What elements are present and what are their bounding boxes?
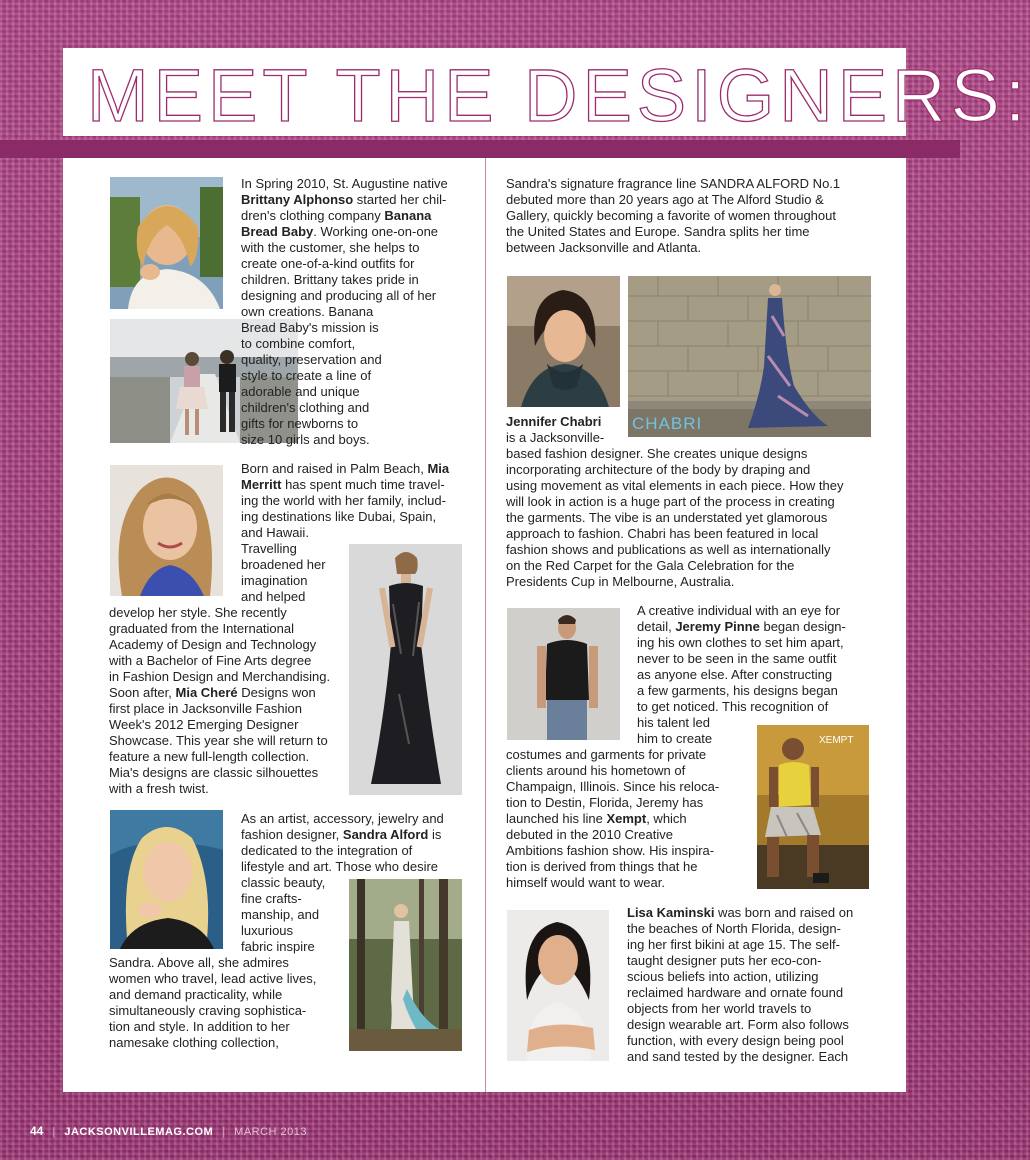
text-line: ing her first bikini at age 15. The self- — [627, 937, 840, 952]
text-line: on the Red Carpet for the Gala Celebration for the — [506, 558, 795, 573]
text-line: a few garments, his designs began — [637, 683, 838, 698]
page-title: MEET THE DESIGNERS: — [87, 54, 1030, 137]
sandra-alford-text-continued — [506, 176, 840, 256]
text-line: Showcase. This year she will return to — [109, 733, 328, 748]
mia-merritt-text-top — [241, 461, 449, 605]
column-divider — [485, 158, 486, 1092]
text-line: incorporating architecture of the body by draping and — [506, 462, 811, 477]
footer-site: JACKSONVILLEMAG.COM — [64, 1126, 214, 1138]
text-line: using movement as vital elements in each piece. How they — [506, 478, 844, 493]
text-line: as anyone else. After constructing — [637, 667, 833, 682]
text-line: adorable and unique — [241, 384, 360, 399]
photo-sandra-alford — [110, 810, 223, 949]
text-line: Soon after, Mia Cheré Designs won — [109, 685, 316, 700]
jennifer-chabri-text-bottom — [506, 446, 843, 590]
photo-chabri-wall-gown — [628, 276, 871, 437]
text-line: Ambitions fashion show. His inspira- — [506, 843, 715, 858]
text-line: launched his line Xempt, which — [506, 811, 687, 826]
text-line: Presidents Cup in Melbourne, Australia. — [506, 574, 735, 589]
text-line: in Fashion Design and Merchandising. — [109, 669, 331, 684]
text-line: design wearable art. Form also follows — [627, 1017, 849, 1032]
footer-date: MARCH 2013 — [234, 1126, 308, 1138]
text-line: function, with every design being pool — [627, 1033, 844, 1048]
text-line: In Spring 2010, St. Augustine native — [241, 176, 448, 191]
photo-jeremy-pinne — [507, 608, 620, 740]
text-line: Lisa Kaminski was born and raised on — [627, 905, 854, 920]
text-line: with a fresh twist. — [109, 781, 209, 796]
text-line: detail, Jeremy Pinne began design- — [637, 619, 846, 634]
title-box — [63, 48, 1030, 137]
text-line: As an artist, accessory, jewelry and — [241, 811, 444, 826]
photo-jennifer-chabri — [507, 276, 620, 407]
text-line: Born and raised in Palm Beach, Mia — [241, 461, 450, 476]
text-line: size 10 girls and boys. — [241, 432, 370, 447]
text-line: broadened her — [241, 557, 326, 572]
text-line: ing destinations like Dubai, Spain, — [241, 509, 437, 524]
text-line: the beaches of North Florida, design- — [627, 921, 841, 936]
text-line: the garments. The vibe is an understated yet glamorous — [506, 510, 828, 525]
text-line: Jennifer Chabri — [506, 414, 602, 429]
text-line: tion to Destin, Florida, Jeremy has — [506, 795, 704, 810]
text-line: taught designer puts her eco-con- — [627, 953, 822, 968]
text-line: Gallery, quickly becoming a favorite of women throughout — [506, 208, 836, 223]
text-line: his talent led — [637, 715, 710, 730]
footer-separator: | — [52, 1126, 56, 1138]
text-line: Brittany Alphonso started her chil- — [241, 192, 447, 207]
text-line: ing his own clothes to set him apart, — [637, 635, 844, 650]
text-line: fashion designer, Sandra Alford is — [241, 827, 442, 842]
sandra-alford-text-bottom — [109, 955, 316, 1051]
text-line: dedicated to the integration of — [241, 843, 413, 858]
photo-mia-merritt — [110, 465, 223, 596]
text-line: clients around his hometown of — [506, 763, 686, 778]
text-line: Bread Baby. Working one-on-one — [241, 224, 439, 239]
text-line: debuted in the 2010 Creative — [506, 827, 673, 842]
text-line: Merritt has spent much time travel- — [241, 477, 445, 492]
text-line: ing the world with her family, includ- — [241, 493, 446, 508]
photo-brittany-alphonso — [110, 177, 223, 309]
text-line: graduated from the International — [109, 621, 295, 636]
jeremy-pinne-text-top — [637, 603, 846, 747]
text-line: tion and style. In addition to her — [109, 1019, 290, 1034]
text-line: scious beliefs into action, utilizing — [627, 969, 819, 984]
text-line: Champaign, Illinois. Since his reloca- — [506, 779, 720, 794]
text-line: with the customer, she helps to — [241, 240, 420, 255]
text-line: costumes and garments for private — [506, 747, 707, 762]
text-line: him to create — [637, 731, 713, 746]
text-line: women who travel, lead active lives, — [109, 971, 317, 986]
page-footer — [30, 1124, 307, 1138]
text-line: feature a new full-length collection. — [109, 749, 310, 764]
jeremy-pinne-text-bottom — [506, 747, 719, 891]
text-line: own creations. Banana — [241, 304, 374, 319]
text-line: reclaimed hardware and ornate found — [627, 985, 844, 1000]
text-line: the United States and Europe. Sandra splits her time — [506, 224, 810, 239]
text-line: create one-of-a-kind outfits for — [241, 256, 415, 271]
text-line: is a Jacksonville- — [506, 430, 605, 445]
text-line: luxurious — [241, 923, 294, 938]
text-line: tion is derived from things that he — [506, 859, 698, 874]
text-line: Mia's designs are classic silhouettes — [109, 765, 319, 780]
title-band — [0, 140, 960, 158]
page-number: 44 — [30, 1124, 44, 1138]
text-line: Bread Baby's mission is — [241, 320, 379, 335]
chabri-photo-label: CHABRI — [632, 414, 703, 433]
brittany-alphonso-text — [241, 176, 448, 448]
text-line: develop her style. She recently — [109, 605, 287, 620]
text-line: designing and producing all of her — [241, 288, 437, 303]
footer-separator-2: | — [222, 1126, 226, 1138]
text-line: objects from her world travels to — [627, 1001, 812, 1016]
text-line: A creative individual with an eye for — [637, 603, 841, 618]
text-line: namesake clothing collection, — [109, 1035, 279, 1050]
text-line: manship, and — [241, 907, 320, 922]
text-line: children's clothing and — [241, 400, 370, 415]
text-line: Academy of Design and Technology — [109, 637, 317, 652]
text-line: fashion shows and publications as well as internationally — [506, 542, 831, 557]
text-line: imagination — [241, 573, 308, 588]
text-line: and sand tested by the designer. Each — [627, 1049, 849, 1064]
text-line: based fashion designer. She creates unique designs — [506, 446, 808, 461]
text-line: first place in Jacksonville Fashion — [109, 701, 302, 716]
text-line: to combine comfort, — [241, 336, 356, 351]
text-line: and demand practicality, while — [109, 987, 283, 1002]
text-line: with a Bachelor of Fine Arts degree — [109, 653, 312, 668]
svg-text:XEMPT: XEMPT — [819, 735, 854, 746]
text-line: Sandra. Above all, she admires — [109, 955, 289, 970]
lisa-kaminski-text — [627, 905, 853, 1065]
text-line: himself would want to wear. — [506, 875, 665, 890]
jennifer-chabri-text-top — [506, 414, 604, 446]
text-line: style to create a line of — [241, 368, 372, 383]
text-line: never to be seen in the same outfit — [637, 651, 837, 666]
text-line: classic beauty, — [241, 875, 326, 890]
text-line: dren's clothing company Banana — [241, 208, 432, 223]
text-line: fine crafts- — [241, 891, 302, 906]
text-line: lifestyle and art. Those who desire — [241, 859, 439, 874]
text-line: debuted more than 20 years ago at The Alford Studio & — [506, 192, 824, 207]
text-line: between Jacksonville and Atlanta. — [506, 240, 702, 255]
text-line: simultaneously craving sophistica- — [109, 1003, 307, 1018]
mia-merritt-text-bottom — [109, 605, 330, 797]
text-line: approach to fashion. Chabri has been featured in local — [506, 526, 819, 541]
text-line: to get noticed. This recognition of — [637, 699, 829, 714]
text-line: quality, preservation and — [241, 352, 382, 367]
photo-lisa-kaminski — [507, 910, 609, 1061]
text-line: will look in action is a huge part of the process in creating — [506, 494, 835, 509]
text-line: and helped — [241, 589, 306, 604]
text-line: Week's 2012 Emerging Designer — [109, 717, 299, 732]
sandra-alford-text-top — [241, 811, 444, 955]
photo-xempt-model — [757, 725, 869, 889]
text-line: Sandra's signature fragrance line SANDRA ALFORD No.1 — [506, 176, 841, 191]
text-line: fabric inspire — [241, 939, 315, 954]
text-line: Travelling — [241, 541, 297, 556]
text-line: and Hawaii. — [241, 525, 309, 540]
text-line: gifts for newborns to — [241, 416, 359, 431]
text-line: children. Brittany takes pride in — [241, 272, 419, 287]
